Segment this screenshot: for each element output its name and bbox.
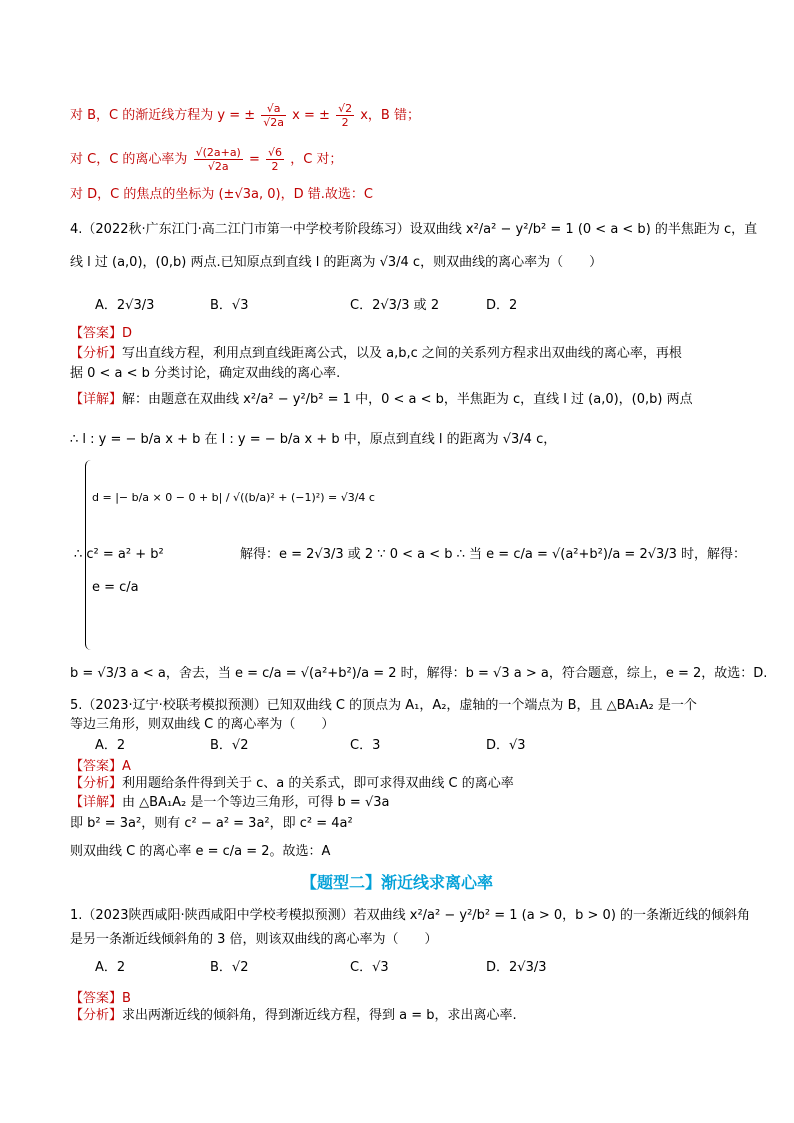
q5-detail: 【详解】由 △BA₁A₂ 是一个等边三角形，可得 b = √3a	[70, 795, 390, 810]
denominator: 2	[271, 160, 279, 173]
q4-stem-2: 线 l 过 (a,0)，(0,b) 两点.已知原点到直线 l 的距离为 √3/4 c，则双曲线的离心率为（ ）	[70, 255, 603, 270]
q5-analysis: 【分析】利用题给条件得到关于 c、a 的关系式，即可求得双曲线 C 的离心率	[70, 776, 514, 791]
fraction	[194, 146, 243, 173]
numerator: √(2a+a)	[195, 146, 241, 159]
numerator: √6	[268, 146, 283, 159]
denominator: √2a	[263, 116, 285, 129]
numerator: √a	[261, 102, 286, 116]
q4-option-c: C．2√3/3 或 2	[350, 298, 440, 313]
top-line-1-suffix: x，B 错；	[360, 108, 420, 123]
label-tag: 【分析】	[70, 776, 123, 791]
label-tag: 【详解】	[70, 392, 123, 407]
denominator: √2a	[207, 160, 229, 173]
q5-stem-2: 等边三角形，则双曲线 C 的离心率为（ ）	[70, 717, 335, 732]
top-line-2	[70, 146, 342, 173]
q5-stem-1: 5.（2023·辽宁·校联考模拟预测）已知双曲线 C 的顶点为 A₁，A₂，虚轴的一个端点为 B，且 △BA₁A₂ 是一个	[70, 698, 697, 713]
label-tag: 【详解】	[70, 795, 123, 810]
q5-option-c: C．3	[350, 738, 381, 753]
numerator: √2	[338, 102, 353, 115]
q4-detail-1: 【详解】解：由题意在双曲线 x²/a² − y²/b² = 1 中，0 < a < b，半焦距为 c，直线 l 过 (a,0)，(0,b) 两点	[70, 392, 693, 407]
section-title: 【题型二】渐近线求离心率	[300, 873, 493, 892]
top-line-3: 对 D，C 的焦点的坐标为 (±√3a, 0)，D 错.故选：C	[70, 187, 373, 202]
top-line-2-suffix: ，C 对；	[290, 152, 343, 167]
q4-option-a: A．2√3/3	[95, 298, 155, 313]
label-tag: 【分析】	[70, 1008, 123, 1023]
q1-option-d: D．2√3/3	[486, 960, 547, 975]
q1-analysis: 【分析】求出两渐近线的倾斜角，得到渐近线方程，得到 a = b，求出离心率.	[70, 1008, 517, 1023]
q1-stem-2: 是另一条渐近线倾斜角的 3 倍，则该双曲线的离心率为（ ）	[70, 932, 438, 947]
top-line-2-eq: =	[249, 152, 260, 167]
q1-answer: 【答案】B	[70, 991, 131, 1006]
q5-option-b: B．√2	[210, 738, 249, 753]
top-line-1-mid: x = ±	[292, 108, 330, 123]
q1-option-b: B．√2	[210, 960, 249, 975]
q4-system-eq-1: d = |− b/a × 0 − 0 + b| / √((b/a)² + (−1)²) = √3/4 c	[92, 491, 375, 504]
q4-solve-line: 解得：e = 2√3/3 或 2 ∵ 0 < a < b ∴ 当 e = c/a = √(a²+b²)/a = 2√3/3 时，解得：	[240, 547, 747, 562]
q4-option-d: D．2	[486, 298, 518, 313]
fraction	[336, 102, 354, 129]
q5-detail-2: 即 b² = 3a²，则有 c² − a² = 3a²，即 c² = 4a²	[70, 816, 353, 831]
q4-answer: 【答案】D	[70, 326, 133, 341]
denominator: 2	[341, 116, 349, 129]
q4-stem-1: 4.（2022秋·广东江门·高二江门市第一中学校考阶段练习）设双曲线 x²/a² − y²/b² = 1 (0 < a < b) 的半焦距为 c，直	[70, 222, 758, 237]
label-tag: 【分析】	[70, 346, 123, 361]
q5-answer: 【答案】A	[70, 759, 131, 774]
top-line-1	[70, 102, 420, 129]
q4-option-b: B．√3	[210, 298, 249, 313]
q4-detail-2: ∴ l : y = − b/a x + b 在 l : y = − b/a x + b 中，原点到直线 l 的距离为 √3/4 c，	[70, 432, 557, 447]
q4-system-eq-3: e = c/a	[92, 580, 139, 595]
q4-analysis-2: 据 0 < a < b 分类讨论，确定双曲线的离心率.	[70, 366, 341, 381]
q4-system-eq-2: ∴ c² = a² + b²	[74, 547, 164, 562]
q1-stem-1: 1.（2023陕西咸阳·陕西咸阳中学校考模拟预测）若双曲线 x²/a² − y²/b² = 1 (a > 0，b > 0) 的一条渐近线的倾斜角	[70, 908, 751, 923]
fraction	[266, 146, 284, 173]
q5-option-a: A．2	[95, 738, 126, 753]
q1-option-c: C．√3	[350, 960, 389, 975]
top-line-1-prefix: 对 B，C 的渐近线方程为 y = ±	[70, 108, 256, 123]
top-line-2-prefix: 对 C，C 的离心率为	[70, 152, 188, 167]
fraction	[261, 102, 286, 129]
q4-conclusion: b = √3/3 a < a，舍去，当 e = c/a = √(a²+b²)/a = 2 时，解得：b = √3 a > a，符合题意，综上，e = 2，故选：D.	[70, 666, 768, 681]
q5-option-d: D．√3	[486, 738, 526, 753]
q1-option-a: A．2	[95, 960, 126, 975]
q5-detail-3: 则双曲线 C 的离心率 e = c/a = 2。故选：A	[70, 844, 331, 859]
q4-analysis-1: 【分析】写出直线方程，利用点到直线距离公式，以及 a,b,c 之间的关系列方程求出双曲线的离心率，再根	[70, 346, 682, 361]
